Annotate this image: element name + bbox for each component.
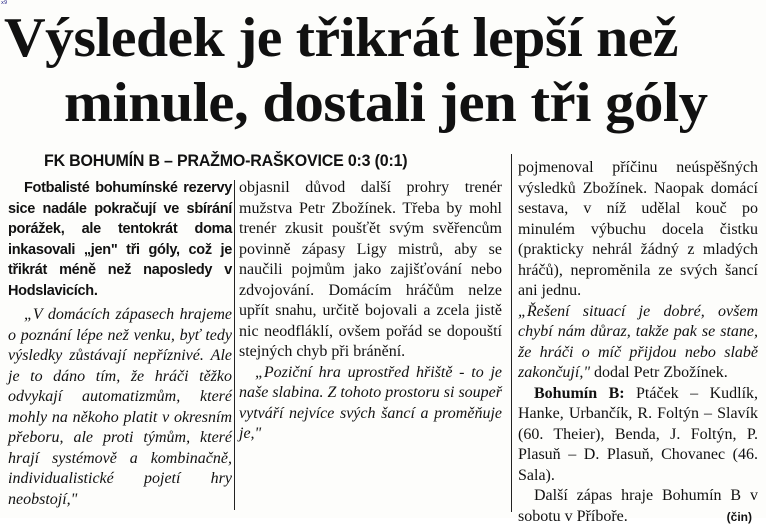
article-column-3 xyxy=(518,158,758,527)
match-subhead: FK BOHUMÍN B – PRAŽMO-RAŠKOVICE 0:3 (0:1) xyxy=(44,150,476,172)
headline xyxy=(0,6,766,136)
quote-2-text: „Poziční hra uprostřed hřiště - to je naše slabina. Z tohoto prostoru si soupeř vytváří nejvíce svých šancí a proměňuje je," xyxy=(239,364,502,443)
quote-1-continuation: objasnil důvod další prohry trenér mužstva Petr Zbožínek. Třeba by mohl trenér zkusit poušťět svým svěřencům povinně zápasy Ligy mistrů, aby se naučili pojmům jako zajišťování nebo zdvojování. Domácím hráčům nelze upřít snahu, určitě bojovali a zcela jistě nic neodfláklí, ovšem pořád se dopouští stejných chyb při bránění. xyxy=(239,178,502,363)
quote-1-paragraph xyxy=(8,305,232,510)
quote-2-continuation: pojmenoval příčinu neúspěšných výsledků Zbožínek. Naopak domácí sestava, v níž udělal kouč po minulém výbuchu docela čistku (prakticky nehrál žádný z mladých hráčů), nepromĕnila ze svých šancí ani jednu. xyxy=(518,158,758,302)
corner-mark: x9 xyxy=(1,1,7,6)
article-column-2 xyxy=(239,178,502,445)
next-match-paragraph xyxy=(518,486,758,527)
lead-paragraph: Fotbalisté bohumínské rezervy sice nadále pokračují ve sbírání porážek, ale tentokrát doma inkasovali „jen" tři góly, což je třikrát méně než naposledy v Hodslavicích. xyxy=(8,178,232,301)
quote-2-paragraph xyxy=(239,363,502,445)
quote-3-text: „Řešení situací je dobré, ovšem chybí nám důraz, takže pak se stane, že hráči o míč přijdou nebo slabě zakončují," xyxy=(518,303,758,382)
lineup-text: Ptáček – Kudlík, Hanke, Urbančík, R. Foltýn – Slavík (60. Theier), Benda, J. Foltýn, P. Plasuň – D. Plasuň, Chovanec (46. Sala). xyxy=(518,385,758,484)
lineup-label: Bohumín B: xyxy=(534,385,625,402)
quote-3-paragraph xyxy=(518,302,758,384)
author-signature: (čin) xyxy=(711,507,752,527)
lineup-paragraph xyxy=(518,384,758,487)
quote-3-attribution: dodal Petr Zbožínek. xyxy=(590,364,728,381)
headline-line-2: minule, dostali jen tři góly xyxy=(64,71,766,136)
column-divider-2 xyxy=(511,154,512,512)
quote-1-text: „V domácích zápasech hrajeme o poznání lépe než venku, byť tedy výsledky zůstávají nepříznivé. Ale je to dáno tím, že hráči těžko odvykají automatizmům, které mohly na někoho platit v okresním přeboru, ale proti týmům, které hrají systémově a kombinačně, individualistické pojetí hry neobstojí," xyxy=(8,306,232,508)
headline-line-1: Výsledek je třikrát lepší než xyxy=(4,6,766,71)
article-column-1 xyxy=(8,178,232,510)
column-divider-1 xyxy=(234,180,235,510)
next-match-text: Další zápas hraje Bohumín B v sobotu v Příboře. xyxy=(518,487,758,525)
